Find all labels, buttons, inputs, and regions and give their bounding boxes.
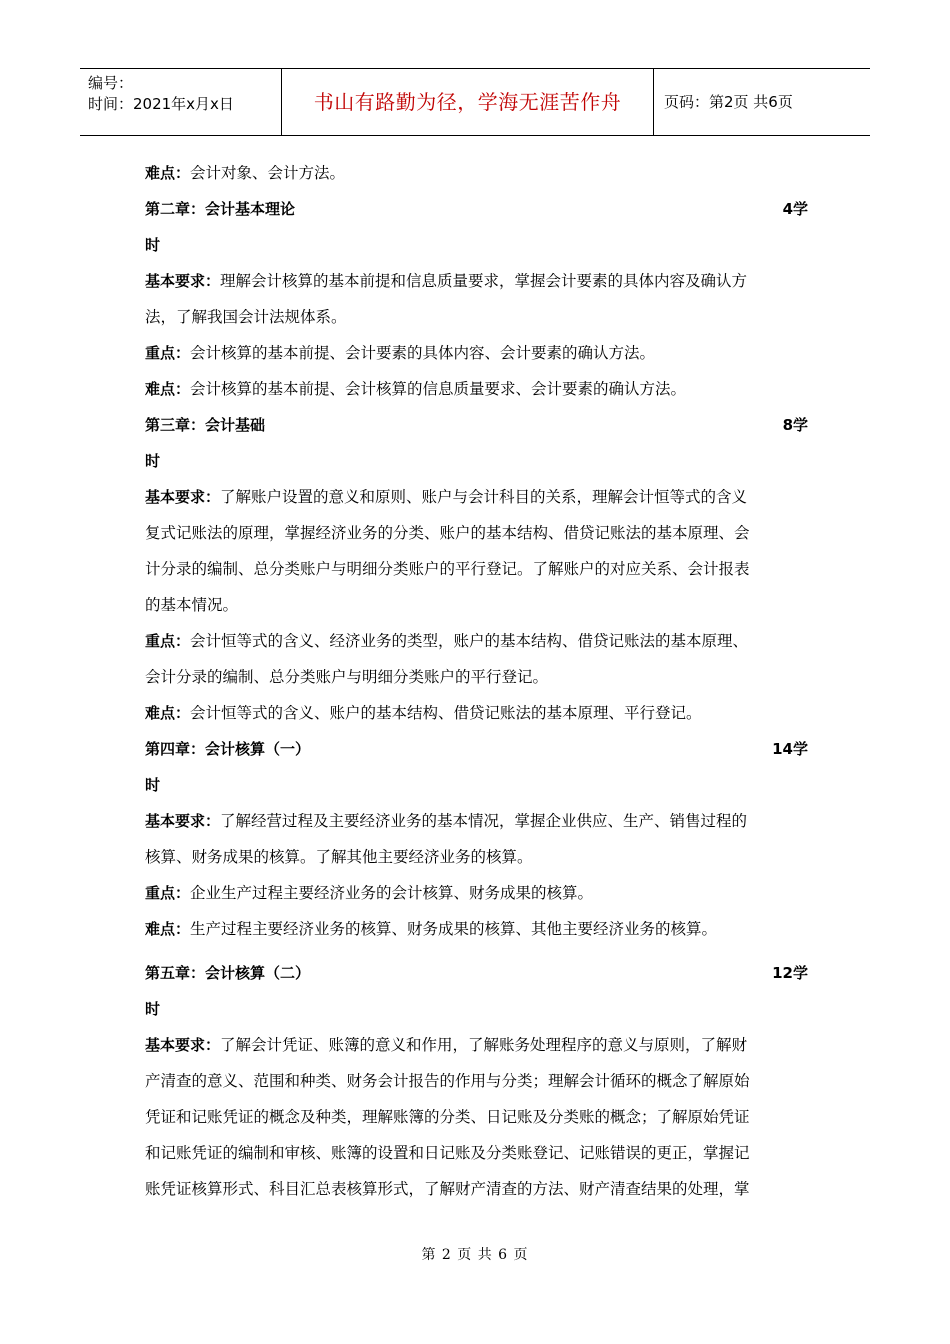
chapter-title: 第五章：会计核算（二） (145, 964, 311, 982)
chapter-hours: 12学 (772, 964, 808, 982)
requirements-line (145, 803, 808, 839)
requirements-text: 了解会计凭证、账簿的意义和作用，了解账务处理程序的意义与原则，了解财 (220, 1036, 748, 1054)
difficult-label: 难点： (145, 920, 191, 938)
requirements-text: 了解账户设置的意义和原则、账户与会计科目的关系，理解会计恒等式的含义 (220, 488, 748, 506)
key-points-text: 会计核算的基本前提、会计要素的具体内容、会计要素的确认方法。 (190, 344, 656, 362)
key-points-label: 重点： (145, 884, 191, 902)
key-points-text: 企业生产过程主要经济业务的会计核算、财务成果的核算。 (190, 884, 594, 902)
difficult-label: 难点： (145, 704, 191, 722)
key-points-label: 重点： (145, 344, 191, 362)
key-points-line (145, 659, 808, 695)
requirements-text: 的基本情况。 (145, 596, 239, 614)
document-number-label: 编号： (88, 74, 134, 92)
chapter-title-line (145, 731, 808, 767)
chapter-hours-unit-line (145, 227, 808, 263)
requirements-text: 复式记账法的原理，掌握经济业务的分类、账户的基本结构、借贷记账法的基本原理、会 (145, 524, 750, 542)
key-points-text: 会计恒等式的含义、经济业务的类型，账户的基本结构、借贷记账法的基本原理、 (190, 632, 749, 650)
key-points-text: 会计分录的编制、总分类账户与明细分类账户的平行登记。 (145, 668, 549, 686)
key-points-line (145, 335, 808, 371)
difficult-label: 难点： (145, 164, 191, 182)
difficult-text: 会计恒等式的含义、账户的基本结构、借贷记账法的基本原理、平行登记。 (190, 704, 702, 722)
requirements-line (145, 263, 808, 299)
requirements-line (145, 1027, 808, 1063)
difficult-points-line (145, 371, 808, 407)
document-date: 时间：2021年x月x日 (88, 95, 234, 113)
requirements-text: 产清查的意义、范围和种类、财务会计报告的作用与分类；理解会计循环的概念了解原始 (145, 1072, 750, 1090)
chapter-hours-unit: 时 (145, 776, 161, 794)
chapter-hours: 14学 (772, 740, 808, 758)
requirements-line (145, 299, 808, 335)
document-body (145, 155, 808, 1207)
intro-difficult-line (145, 155, 808, 191)
requirements-line (145, 1099, 808, 1135)
requirements-text: 理解会计核算的基本前提和信息质量要求，掌握会计要素的具体内容及确认方 (220, 272, 748, 290)
chapter-title: 第四章：会计核算（一） (145, 740, 311, 758)
chapter-hours-unit-line (145, 991, 808, 1027)
requirements-text: 计分录的编制、总分类账户与明细分类账户的平行登记。了解账户的对应关系、会计报表 (145, 560, 750, 578)
chapter-hours: 8学 (782, 416, 808, 434)
chapter-title: 第三章：会计基础 (145, 416, 266, 434)
chapter-hours-unit: 时 (145, 236, 161, 254)
requirements-line (145, 551, 808, 587)
section-spacer (145, 947, 808, 955)
requirements-text: 账凭证核算形式、科目汇总表核算形式，了解财产清查的方法、财产清查结果的处理，掌 (145, 1180, 750, 1198)
chapter-hours-unit: 时 (145, 452, 161, 470)
requirements-line (145, 587, 808, 623)
header-meta-cell (80, 69, 282, 135)
difficult-text: 生产过程主要经济业务的核算、财务成果的核算、其他主要经济业务的核算。 (190, 920, 718, 938)
page-footer: 第 2 页 共 6 页 (421, 1247, 529, 1263)
key-points-label: 重点： (145, 632, 191, 650)
requirements-text: 凭证和记账凭证的概念及种类，理解账簿的分类、日记账及分类账的概念；了解原始凭证 (145, 1108, 750, 1126)
difficult-text: 会计核算的基本前提、会计核算的信息质量要求、会计要素的确认方法。 (190, 380, 687, 398)
difficult-points-line (145, 695, 808, 731)
key-points-line (145, 623, 808, 659)
header-motto: 书山有路勤为径，学海无涯苦作舟 (282, 69, 654, 135)
difficult-label: 难点： (145, 380, 191, 398)
chapter-hours-unit-line (145, 443, 808, 479)
header-table (80, 68, 870, 136)
chapter-title: 第二章：会计基本理论 (145, 200, 296, 218)
difficult-text: 会计对象、会计方法。 (190, 164, 346, 182)
difficult-points-line (145, 911, 808, 947)
requirements-line (145, 1135, 808, 1171)
requirements-text: 核算、财务成果的核算。了解其他主要经济业务的核算。 (145, 848, 533, 866)
chapter-title-line (145, 407, 808, 443)
requirements-line (145, 839, 808, 875)
chapter-hours: 4学 (782, 200, 808, 218)
requirements-text: 和记账凭证的编制和审核、账簿的设置和日记账及分类账登记、记账错误的更正，掌握记 (145, 1144, 750, 1162)
requirements-label: 基本要求： (145, 272, 221, 290)
requirements-text: 法，了解我国会计法规体系。 (145, 308, 347, 326)
requirements-line (145, 1171, 808, 1207)
chapter-hours-unit-line (145, 767, 808, 803)
chapter-title-line (145, 191, 808, 227)
chapter-hours-unit: 时 (145, 1000, 161, 1018)
header-page-label: 页码：第2页 共6页 (664, 93, 793, 111)
requirements-line (145, 479, 808, 515)
requirements-line (145, 515, 808, 551)
requirements-line (145, 1063, 808, 1099)
requirements-label: 基本要求： (145, 488, 221, 506)
chapter-title-line (145, 955, 808, 991)
requirements-label: 基本要求： (145, 1036, 221, 1054)
requirements-text: 了解经营过程及主要经济业务的基本情况，掌握企业供应、生产、销售过程的 (220, 812, 748, 830)
requirements-label: 基本要求： (145, 812, 221, 830)
key-points-line (145, 875, 808, 911)
